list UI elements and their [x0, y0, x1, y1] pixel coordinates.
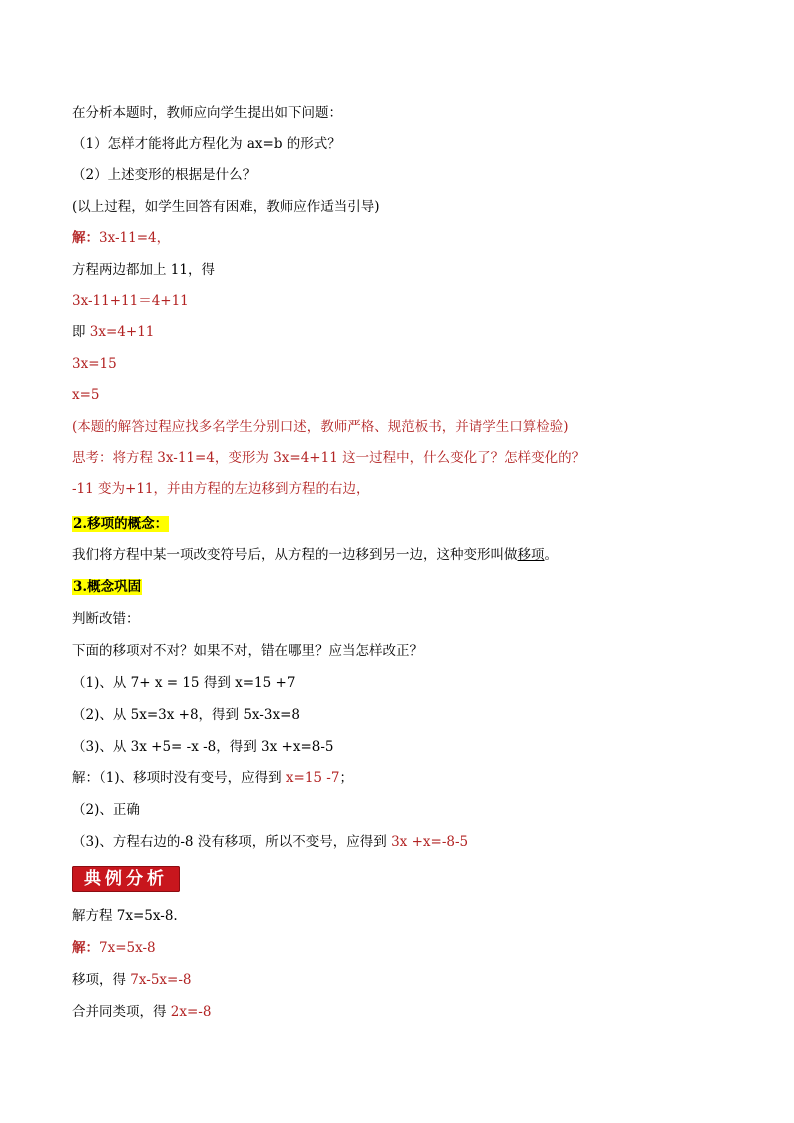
solution-step: 移项，得 7x-5x=-8: [72, 972, 192, 988]
question-2: （2）上述变形的根据是什么？: [72, 167, 257, 183]
equation-line: 即 3x=4+11: [72, 324, 155, 340]
problem-line: 解方程 7x=5x-8.: [72, 908, 178, 924]
solution-step: 合并同类项，得 2x=-8: [72, 1004, 212, 1020]
key-term: 移项: [517, 547, 545, 563]
definition-line: 我们将方程中某一项改变符号后，从方程的一边移到另一边，这种变形叫做移项。: [72, 547, 558, 563]
solution-label: 解：: [72, 230, 99, 246]
exercise-2: （2)、从 5x=3x +8，得到 5x-3x=8: [72, 707, 300, 723]
solution-label: 解：: [72, 940, 99, 956]
answer-line: （3)、方程右边的-8 没有移项，所以不变号，应得到 3x +x=-8-5: [72, 834, 469, 850]
answer-line: （2)、正确: [72, 802, 140, 818]
text-line: 方程两边都加上 11，得: [72, 262, 215, 278]
equation-line: 3x=15: [72, 356, 117, 372]
note-line: (以上过程，如学生回答有困难，教师应作适当引导): [72, 199, 380, 215]
thinking-line: 思考：将方程 3x-11=4，变形为 3x=4+11 这一过程中，什么变化了？怎样变化的？: [72, 450, 586, 466]
note-line: (本题的解答过程应找多名学生分别口述，教师严格、规范板书，并请学生口算检验): [72, 419, 569, 435]
solution-line: 解：3x-11=4，: [72, 230, 171, 246]
equation-line: 3x-11+11＝4+11: [72, 293, 189, 309]
section-heading: 2.移项的概念：: [73, 516, 169, 532]
question-1: （1）怎样才能将此方程化为 ax=b 的形式？: [72, 136, 341, 152]
solution-line: 解：7x=5x-8: [72, 940, 156, 956]
text-line: 下面的移项对不对？如果不对，错在哪里？应当怎样改正？: [72, 643, 423, 659]
example-analysis-banner: 典例分析: [72, 866, 180, 892]
text-line: 判断改错：: [72, 611, 140, 627]
text-line: 在分析本题时，教师应向学生提出如下问题：: [72, 105, 342, 121]
equation-line: x=5: [72, 387, 100, 403]
exercise-3: （3)、从 3x +5= -x -8，得到 3x +x=8-5: [72, 739, 334, 755]
exercise-1: （1)、从 7+ x = 15 得到 x=15 +7: [72, 675, 296, 691]
section-heading: 3.概念巩固: [73, 579, 142, 595]
answer-line: 解：（1)、移项时没有变号，应得到 x=15 -7；: [72, 770, 353, 786]
answer-line: -11 变为+11，并由方程的左边移到方程的右边，: [72, 481, 370, 497]
